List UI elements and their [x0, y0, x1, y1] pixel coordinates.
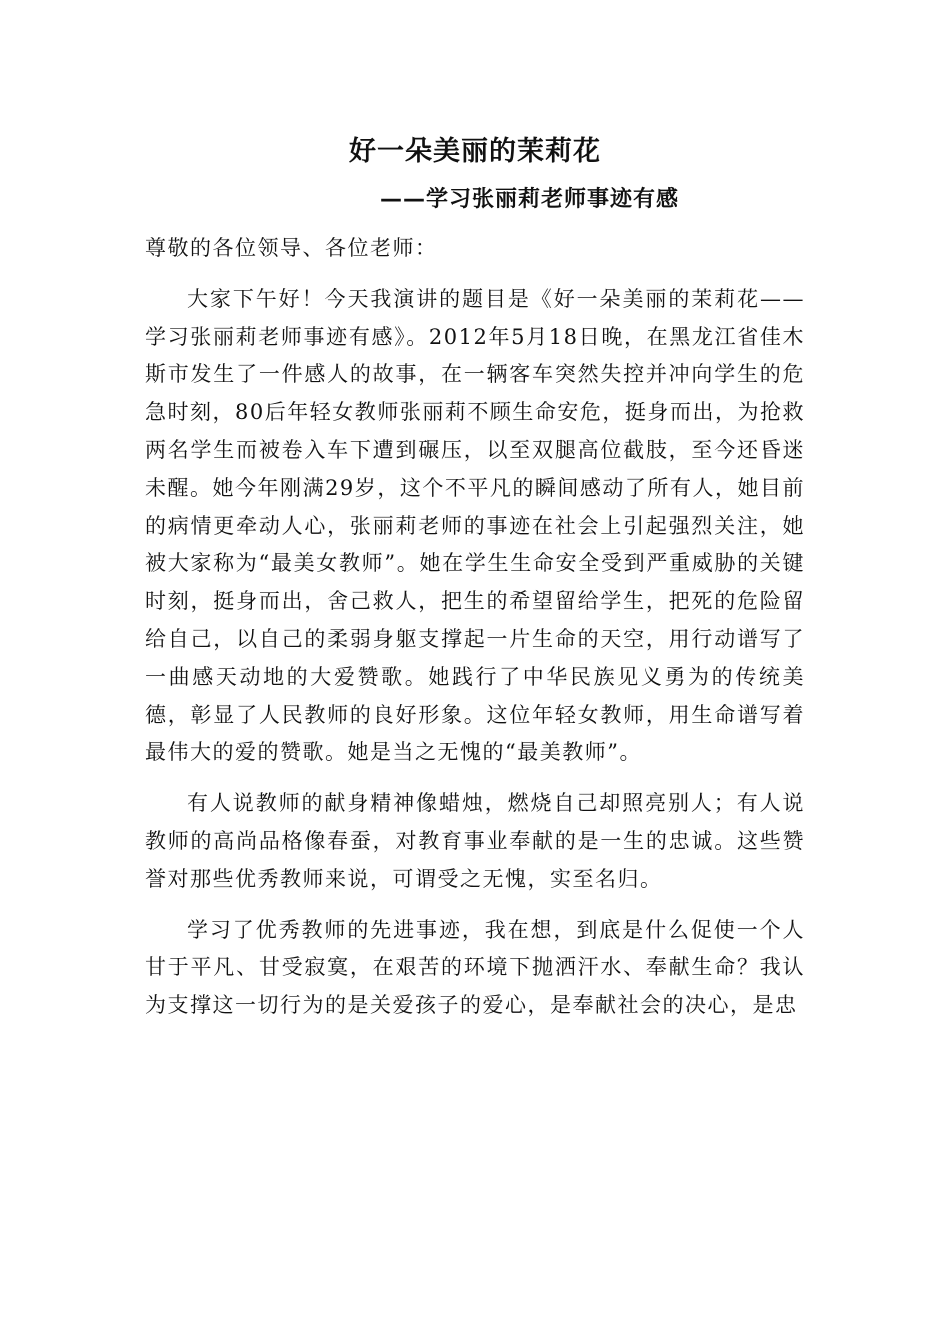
salutation: 尊敬的各位领导、各位老师： [145, 236, 438, 260]
paragraph-2: 有人说教师的献身精神像蜡烛，燃烧自己却照亮别人；有人说教师的高尚品格像春蚕，对教育事业奉献的是一生的忠诚。这些赞誉对那些优秀教师来说，可谓受之无愧，实至名归。 [145, 791, 805, 891]
document-title: 好一朵美丽的茉莉花 [349, 136, 601, 167]
document-subtitle: ——学习张丽莉老师事迹有感 [380, 187, 680, 212]
document-body [145, 230, 805, 1038]
paragraph-3: 学习了优秀教师的先进事迹，我在想，到底是什么促使一个人甘于平凡、甘受寂寞，在艰苦的环境下抛洒汗水、奉献生命？我认为支撑这一切行为的是关爱孩子的爱心，是奉献社会的决心，是忠 [145, 917, 805, 1018]
paragraph-1: 大家下午好！今天我演讲的题目是《好一朵美丽的茉莉花——学习张丽莉老师事迹有感》。2012年5月18日晚，在黑龙江省佳木斯市发生了一件感人的故事，在一辆客车突然失控并冲向学生的危急时刻，80后年轻女教师张丽莉不顾生命安危，挺身而出，为抢救两名学生而被卷入车下遭到碾压，以至双腿高位截肢，至今还昏迷未醒。她今年刚满29岁，这个不平凡的瞬间感动了所有人，她目前的病情更牵动人心，张丽莉老师的事迹在社会上引起强烈关注，她被大家称为“最美女教师”。她在学生生命安全受到严重威胁的关键时刻，挺身而出，舍己救人，把生的希望留给学生，把死的危险留给自己，以自己的柔弱身躯支撑起一片生命的天空，用行动谱写了一曲感天动地的大爱赞歌。她践行了中华民族见义勇为的传统美德，彰显了人民教师的良好形象。这位年轻女教师，用生命谱写着最伟大的爱的赞歌。她是当之无愧的“最美教师”。 [145, 286, 805, 765]
